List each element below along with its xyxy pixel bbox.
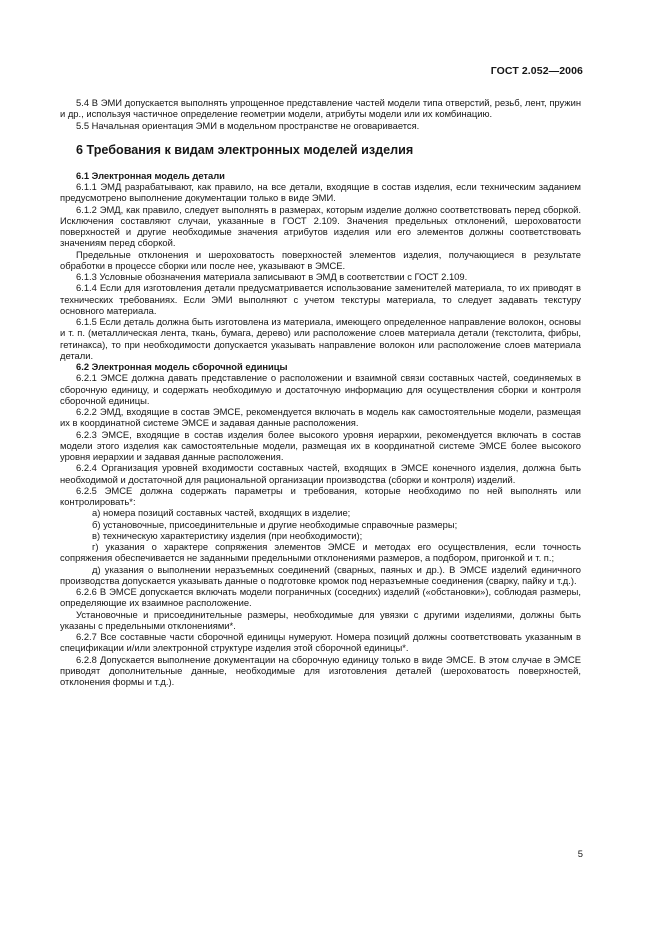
paragraph-5-5: 5.5 Начальная ориентация ЭМИ в модельном пространстве не оговаривается. (76, 119, 420, 131)
paragraph-6-1-4: 6.1.4 Если для изготовления детали предусматривается использование заменителей материала, то их приводят в технических требованиях. Если ЭМИ выполняют с учетом текстуры материала, то следует задавать текстуру основного материала. (60, 282, 581, 316)
document-body (60, 97, 581, 687)
list-item-v: в) техническую характеристику изделия (при необходимости); (92, 529, 363, 541)
page-number: 5 (577, 848, 583, 859)
subsection-6-1-title: 6.1 Электронная модель детали (76, 169, 225, 181)
section-6-title: 6 Требования к видам электронных моделей изделия (76, 142, 414, 157)
paragraph-6-2-8: 6.2.8 Допускается выполнение документации на сборочную единицу только в виде ЭМСЕ. В этом случае в ЭМСЕ приводят дополнительные данные, необходимые для изготовления деталей (шероховатость поверхностей, отклонения формы и т.д.). (60, 653, 581, 687)
paragraph-6-1-5: 6.1.5 Если деталь должна быть изготовлена из материала, имеющего определенное направление волокон, основы и т. п. (металлическая лента, ткань, бумага, дерево) или расположение слоев материала детали (текстолита, фибры, гетинакса), то при необходимости допускается указывать направление волокон или расположение слоев материала детали. (60, 316, 581, 361)
paragraph-6-1-2: 6.1.2 ЭМД, как правило, следует выполнять в размерах, которым изделие должно соответствовать перед сборкой. Исключения составляют случаи, указанные в ГОСТ 2.109. Значения предельных отклонений, шероховатости поверхностей и другие необходимые значения атрибутов изделия или его элементов должны соответствовать значениям перед сборкой. (60, 203, 581, 249)
paragraph-6-1-1: 6.1.1 ЭМД разрабатывают, как правило, на все детали, входящие в состав изделия, если техническим заданием предусмотрено выполнение документации только в виде ЭМИ. (60, 181, 581, 204)
paragraph-6-2-3: 6.2.3 ЭМСЕ, входящие в состав изделия более высокого уровня иерархии, рекомендуется включать в состав модели этого изделия как самостоятельные модели, размещая их в координатной системе ЭМСЕ более высокого уровня иерархии и задавая данные расположения. (60, 428, 581, 462)
paragraph-6-2-6-cont: Установочные и присоединительные размеры, необходимые для увязки с другими изделиями, должны быть указаны с предельными отклонениями*. (60, 608, 581, 631)
paragraph-6-1-3: 6.1.3 Условные обозначения материала записывают в ЭМД в соответствии с ГОСТ 2.109. (76, 271, 468, 282)
paragraph-6-2-7: 6.2.7 Все составные части сборочной единицы нумеруют. Номера позиций должны соответствовать указанным в спецификации и/или электронной структуре изделия этой сборочной единицы*. (60, 631, 581, 654)
paragraph-6-2-2: 6.2.2 ЭМД, входящие в состав ЭМСЕ, рекомендуется включать в модель как самостоятельные модели, размещая их в координатной системе ЭМСЕ и задавая данные расположения. (60, 406, 581, 429)
paragraph-6-2-4: 6.2.4 Организация уровней входимости составных частей, входящих в ЭМСЕ конечного изделия, должна быть необходимой и достаточной для рациональной организации производства (сборки и контроля) изделий. (60, 462, 581, 485)
list-item-b: б) установочные, присоединительные и другие необходимые справочные размеры; (92, 518, 458, 530)
list-item-a: а) номера позиций составных частей, входящих в изделие; (92, 507, 351, 519)
subsection-6-2-title: 6.2 Электронная модель сборочной единицы (76, 361, 288, 372)
paragraph-5-4: 5.4 В ЭМИ допускается выполнять упрощенное представление частей модели типа отверстий, резьб, лент, пружин и др., используя частичное определение геометрии модели, атрибуты модели или их комбинацию. (60, 97, 581, 120)
paragraph-6-1-2-cont: Предельные отклонения и шероховатость поверхностей элементов изделия, получающиеся в результате обработки в процессе сборки или после нее, указывают в ЭМСЕ. (60, 248, 581, 271)
list-item-g: г) указания о характере сопряжения элементов ЭМСЕ и методах его осуществления, если точность сопряжения обеспечивается не заданными предельными отклонениями размеров, а подбором, пригонкой и т. п.; (60, 541, 581, 564)
paragraph-6-2-1: 6.2.1 ЭМСЕ должна давать представление о расположении и взаимной связи составных частей, соединяемых в сборочную единицу, и содержать необходимую и достаточную информацию для осуществления сборки и контроля сборочной единицы. (60, 372, 581, 406)
paragraph-6-2-6: 6.2.6 В ЭМСЕ допускается включать модели пограничных (соседних) изделий («обстановки»), соблюдая размеры, определяющие их взаимное расположение. (60, 586, 581, 609)
paragraph-6-2-5: 6.2.5 ЭМСЕ должна содержать параметры и требования, которые необходимо по ней выполнять или контролировать*: (60, 484, 581, 507)
list-item-d: д) указания о выполнении неразъемных соединений (сварных, паяных и др.). В ЭМСЕ изделий единичного производства допускается указывать данные о подготовке кромок под неразъемные соединения (сварку, пайку и т.д.). (60, 563, 581, 586)
document-header: ГОСТ 2.052—2006 (490, 65, 583, 77)
